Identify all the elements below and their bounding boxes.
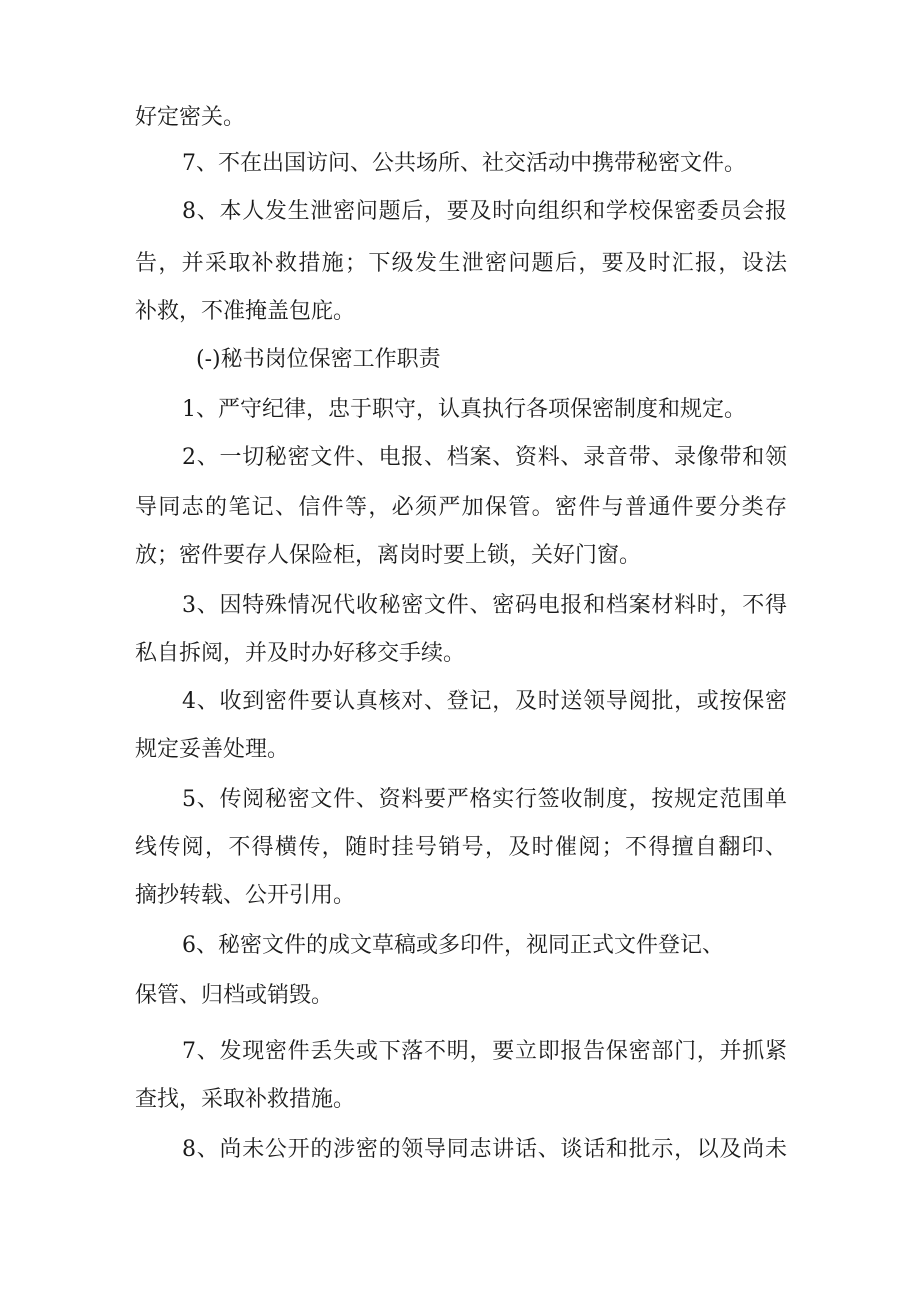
paragraph-line: 放；密件要存人保险柜，离岗时要上锁，关好门窗。	[135, 543, 642, 568]
paragraph-line: 私自拆阅，并及时办好移交手续。	[135, 641, 466, 666]
paragraph-line: 5、传阅秘密文件、资料要严格实行签收制度，按规定范围单	[182, 787, 787, 812]
paragraph-line: 1、严守纪律，忠于职守，认真执行各项保密制度和规定。	[182, 397, 746, 422]
paragraph-line: 3、因特殊情况代收秘密文件、密码电报和档案材料时，不得	[182, 593, 787, 618]
paragraph-line: 导同志的笔记、信件等，必须严加保管。密件与普通件要分类存	[135, 495, 787, 520]
paragraph-line: 好定密关。	[135, 105, 246, 130]
paragraph-line: 查找，采取补救措施。	[135, 1087, 356, 1112]
paragraph-line: 7、发现密件丢失或下落不明，要立即报告保密部门，并抓紧	[182, 1039, 787, 1064]
paragraph-line: 保管、归档或销毁。	[135, 983, 334, 1008]
section-heading: (-)秘书岗位保密工作职责	[196, 347, 441, 372]
paragraph-line: 补救，不准掩盖包庇。	[135, 299, 356, 324]
paragraph-line: 规定妥善处理。	[135, 737, 290, 762]
paragraph-line: 4、收到密件要认真核对、登记，及时送领导阅批，或按保密	[182, 689, 787, 714]
paragraph-line: 线传阅，不得横传，随时挂号销号，及时催阅；不得擅自翻印、	[135, 835, 787, 860]
paragraph-line: 8、本人发生泄密问题后，要及时向组织和学校保密委员会报	[182, 199, 787, 224]
paragraph-line: 2、一切秘密文件、电报、档案、资料、录音带、录像带和领	[182, 445, 787, 470]
paragraph-line: 8、尚未公开的涉密的领导同志讲话、谈话和批示，以及尚未	[182, 1137, 787, 1162]
paragraph-line: 告，并采取补救措施；下级发生泄密问题后，要及时汇报，设法	[135, 251, 787, 276]
paragraph-line: 6、秘密文件的成文草稿或多印件，视同正式文件登记、	[182, 933, 724, 958]
paragraph-line: 摘抄转载、公开引用。	[135, 883, 356, 908]
paragraph-line: 7、不在出国访问、公共场所、社交活动中携带秘密文件。	[182, 151, 746, 176]
